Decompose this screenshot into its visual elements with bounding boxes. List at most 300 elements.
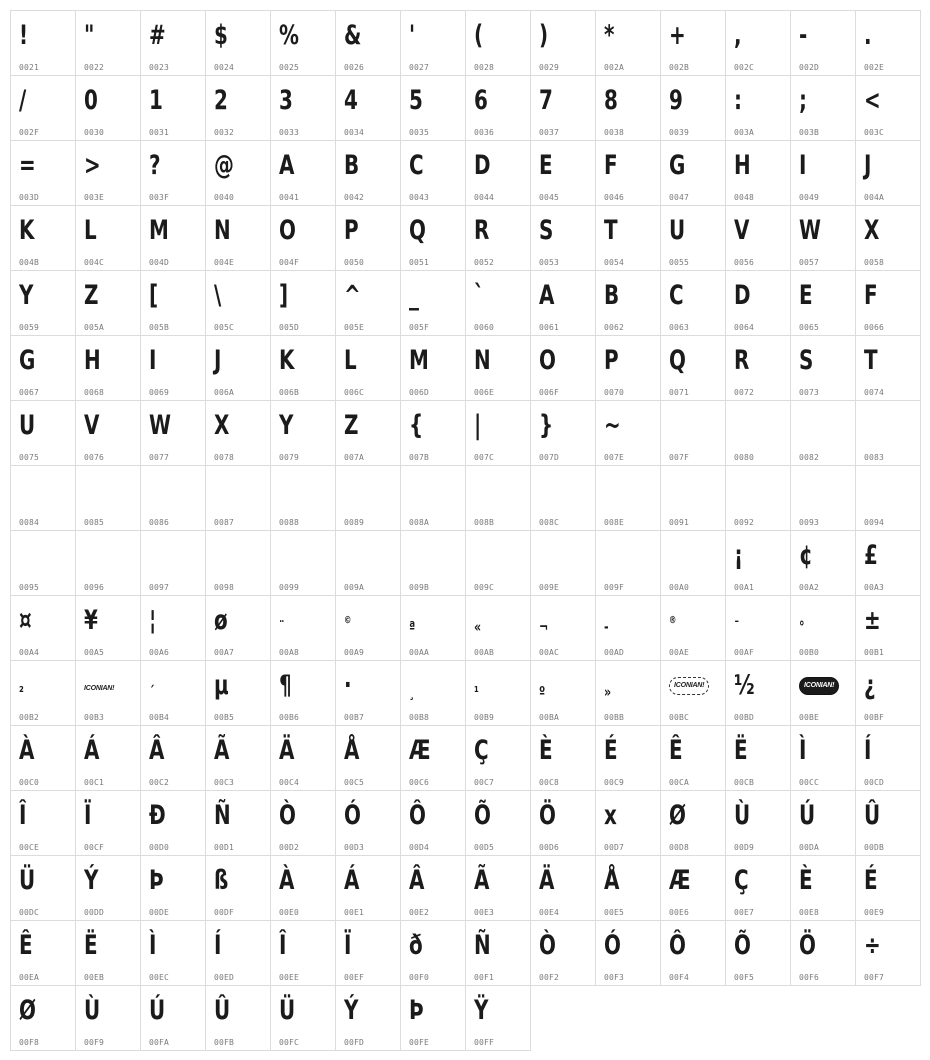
glyph-char: 2 [214, 85, 228, 116]
glyph-code: 00F0 [409, 973, 430, 982]
glyph-code: 00CD [864, 778, 885, 787]
glyph-cell [726, 401, 791, 466]
glyph-char: « [474, 618, 482, 636]
glyph-char: { [409, 410, 424, 441]
glyph-code: 004B [19, 258, 40, 267]
glyph-code: 00A6 [149, 648, 170, 657]
glyph-cell [466, 531, 531, 596]
glyph-code: 0030 [84, 128, 105, 137]
glyph-cell [531, 76, 596, 141]
glyph-cell [791, 206, 856, 271]
glyph-code: 0050 [344, 258, 365, 267]
glyph-code: 0048 [734, 193, 755, 202]
glyph-char: 4 [344, 85, 358, 116]
glyph-char: É [604, 735, 618, 766]
glyph-char: 8 [604, 85, 618, 116]
glyph-code: 00D4 [409, 843, 430, 852]
glyph-char: " [84, 20, 95, 51]
glyph-code: 00AB [474, 648, 495, 657]
glyph-cell [791, 921, 856, 986]
glyph-cell [336, 986, 401, 1051]
glyph-char: Ê [19, 930, 33, 961]
glyph-char: A [279, 150, 295, 181]
glyph-cell [856, 921, 921, 986]
glyph-char: Ý [84, 865, 99, 896]
glyph-cell [661, 141, 726, 206]
glyph-code: 00C6 [409, 778, 430, 787]
glyph-code: 00FD [344, 1038, 365, 1047]
glyph-cell [141, 401, 206, 466]
glyph-char: ` [474, 280, 484, 311]
glyph-char: E [799, 280, 813, 311]
glyph-cell [76, 11, 141, 76]
glyph-cell [76, 336, 141, 401]
glyph-cell [791, 271, 856, 336]
glyph-code: 00D6 [539, 843, 560, 852]
glyph-cell [856, 856, 921, 921]
glyph-code: 0088 [279, 518, 300, 527]
glyph-cell [791, 336, 856, 401]
glyph-cell [206, 141, 271, 206]
glyph-cell [791, 661, 856, 726]
glyph-cell [596, 271, 661, 336]
glyph-code: 00D5 [474, 843, 495, 852]
glyph-char: X [214, 410, 230, 441]
glyph-cell [401, 76, 466, 141]
glyph-char: | [474, 410, 482, 441]
glyph-cell [726, 336, 791, 401]
glyph-cell [726, 791, 791, 856]
glyph-cell [856, 141, 921, 206]
glyph-cell [206, 336, 271, 401]
glyph-char: ¥ [84, 605, 98, 636]
glyph-cell [11, 466, 76, 531]
glyph-code: 007E [604, 453, 625, 462]
glyph-code: 0097 [149, 583, 170, 592]
glyph-cell [11, 726, 76, 791]
glyph-cell [11, 596, 76, 661]
glyph-code: 00DC [19, 908, 40, 917]
glyph-cell [11, 76, 76, 141]
glyph-code: 0068 [84, 388, 105, 397]
glyph-cell [206, 726, 271, 791]
glyph-char: I [149, 345, 157, 376]
glyph-cell [141, 271, 206, 336]
glyph-code: 00C7 [474, 778, 495, 787]
glyph-char: Õ [474, 800, 491, 831]
glyph-code: 0089 [344, 518, 365, 527]
glyph-cell [726, 271, 791, 336]
glyph-char: Ï [84, 800, 92, 831]
glyph-char: Þ [149, 865, 164, 896]
glyph-char: 7 [539, 85, 553, 116]
glyph-cell [11, 401, 76, 466]
glyph-cell [726, 661, 791, 726]
glyph-char: Î [19, 800, 27, 831]
glyph-cell [76, 596, 141, 661]
glyph-cell [336, 661, 401, 726]
glyph-code: 00C4 [279, 778, 300, 787]
glyph-char: > [84, 150, 101, 181]
glyph-char: M [149, 215, 169, 246]
glyph-char: Ÿ [474, 995, 489, 1026]
glyph-cell [726, 11, 791, 76]
glyph-cell [531, 921, 596, 986]
glyph-cell [661, 206, 726, 271]
glyph-cell [531, 336, 596, 401]
glyph-char: 1 [149, 85, 163, 116]
glyph-cell [401, 11, 466, 76]
glyph-cell [791, 596, 856, 661]
glyph-char: ¿ [864, 670, 876, 701]
glyph-char: R [474, 215, 490, 246]
glyph-char: Á [344, 865, 360, 896]
glyph-char: À [19, 735, 35, 766]
glyph-code: 00AA [409, 648, 430, 657]
glyph-cell [141, 921, 206, 986]
glyph-code: 0084 [19, 518, 40, 527]
glyph-cell [141, 856, 206, 921]
glyph-char: < [864, 85, 881, 116]
glyph-char: Æ [669, 865, 691, 896]
glyph-cell [661, 271, 726, 336]
glyph-cell [206, 596, 271, 661]
glyph-char: È [539, 735, 553, 766]
glyph-char: - [604, 618, 609, 636]
glyph-char: ø [214, 605, 228, 636]
glyph-cell [661, 76, 726, 141]
glyph-code: 00A2 [799, 583, 820, 592]
glyph-code: 0024 [214, 63, 235, 72]
glyph-char: ; [799, 85, 807, 116]
glyph-cell [141, 986, 206, 1051]
glyph-char: : [734, 85, 742, 116]
glyph-code: 00EF [344, 973, 365, 982]
glyph-cell [401, 986, 466, 1051]
glyph-code: 004A [864, 193, 885, 202]
glyph-code: 002C [734, 63, 755, 72]
glyph-code: 0035 [409, 128, 430, 137]
glyph-cell [531, 856, 596, 921]
glyph-cell [661, 661, 726, 726]
glyph-char: Æ [409, 735, 431, 766]
glyph-code: 00C5 [344, 778, 365, 787]
glyph-cell [11, 271, 76, 336]
glyph-code: 00C2 [149, 778, 170, 787]
glyph-char: Ö [539, 800, 556, 831]
glyph-char: U [669, 215, 686, 246]
glyph-code: 00A3 [864, 583, 885, 592]
glyph-cell [401, 401, 466, 466]
glyph-char: Ó [344, 800, 361, 831]
glyph-code: 0096 [84, 583, 105, 592]
glyph-code: 0052 [474, 258, 495, 267]
glyph-cell [11, 206, 76, 271]
glyph-cell [466, 466, 531, 531]
glyph-char: \ [214, 280, 222, 311]
glyph-code: 00BD [734, 713, 755, 722]
glyph-code: 00ED [214, 973, 235, 982]
glyph-code: 0075 [19, 453, 40, 462]
glyph-char: ^ [344, 280, 361, 311]
glyph-char: Ç [474, 735, 489, 766]
glyph-cell [856, 531, 921, 596]
glyph-code: 005F [409, 323, 430, 332]
glyph-char: Ü [19, 865, 36, 896]
glyph-cell [726, 596, 791, 661]
glyph-char: C [669, 280, 684, 311]
glyph-cell [726, 141, 791, 206]
glyph-char: J [214, 345, 222, 376]
glyph-code: 0022 [84, 63, 105, 72]
glyph-char: K [279, 345, 295, 376]
glyph-char: ¢ [799, 540, 813, 571]
glyph-char: U [19, 410, 36, 441]
glyph-code: 0034 [344, 128, 365, 137]
iconian-badge: ICONIAN! [669, 677, 709, 695]
glyph-code: 003A [734, 128, 755, 137]
glyph-char: B [604, 280, 620, 311]
glyph-code: 00CE [19, 843, 40, 852]
glyph-cell [531, 791, 596, 856]
glyph-char: Â [149, 735, 165, 766]
glyph-code: 00B4 [149, 713, 170, 722]
glyph-char: ð [409, 930, 423, 961]
glyph-code: 00EA [19, 973, 40, 982]
glyph-code: 0053 [539, 258, 560, 267]
glyph-char: V [84, 410, 100, 441]
glyph-code: 007D [539, 453, 560, 462]
glyph-code: 007F [669, 453, 690, 462]
glyph-char: Å [604, 865, 620, 896]
glyph-cell [401, 466, 466, 531]
glyph-code: 00B7 [344, 713, 365, 722]
glyph-code: 00B5 [214, 713, 235, 722]
glyph-grid [10, 10, 921, 1051]
glyph-char: N [214, 215, 231, 246]
glyph-code: 0060 [474, 323, 495, 332]
glyph-cell [791, 726, 856, 791]
glyph-code: 00E2 [409, 908, 430, 917]
glyph-cell [791, 11, 856, 76]
glyph-cell [336, 921, 401, 986]
glyph-cell [141, 791, 206, 856]
glyph-char: Å [344, 735, 360, 766]
glyph-char: Đ [149, 800, 166, 831]
glyph-char: # [149, 20, 166, 51]
glyph-code: 0031 [149, 128, 170, 137]
glyph-char: G [19, 345, 36, 376]
glyph-cell [466, 11, 531, 76]
glyph-code: 0036 [474, 128, 495, 137]
glyph-cell [271, 856, 336, 921]
glyph-cell [271, 336, 336, 401]
glyph-char: ~ [604, 410, 621, 441]
glyph-char: Ø [19, 995, 36, 1026]
glyph-cell [336, 401, 401, 466]
glyph-cell [856, 336, 921, 401]
glyph-code: 009A [344, 583, 365, 592]
glyph-code: 00CB [734, 778, 755, 787]
glyph-cell [11, 921, 76, 986]
glyph-cell [11, 986, 76, 1051]
glyph-code: 0065 [799, 323, 820, 332]
glyph-code: 00E3 [474, 908, 495, 917]
glyph-code: 00F4 [669, 973, 690, 982]
glyph-char: É [864, 865, 878, 896]
glyph-char: Ø [669, 800, 686, 831]
glyph-cell [791, 531, 856, 596]
glyph-code: 00D2 [279, 843, 300, 852]
glyph-char: / [19, 85, 27, 116]
glyph-char: Û [214, 995, 231, 1026]
glyph-code: 00F6 [799, 973, 820, 982]
glyph-code: 0073 [799, 388, 820, 397]
glyph-code: 00E9 [864, 908, 885, 917]
glyph-cell [401, 921, 466, 986]
glyph-cell [76, 466, 141, 531]
glyph-cell [596, 726, 661, 791]
glyph-code: 0040 [214, 193, 235, 202]
glyph-cell [76, 856, 141, 921]
glyph-code: 0047 [669, 193, 690, 202]
glyph-cell [466, 661, 531, 726]
glyph-cell [11, 856, 76, 921]
glyph-cell [76, 921, 141, 986]
glyph-char: £ [864, 540, 878, 571]
glyph-char: © [344, 615, 352, 626]
glyph-cell [206, 401, 271, 466]
glyph-code: 0098 [214, 583, 235, 592]
glyph-code: 003E [84, 193, 105, 202]
glyph-code: 00B2 [19, 713, 40, 722]
glyph-code: 0032 [214, 128, 235, 137]
glyph-cell [76, 206, 141, 271]
glyph-char: È [799, 865, 813, 896]
glyph-char: Ä [279, 735, 295, 766]
glyph-cell [271, 596, 336, 661]
glyph-cell [336, 336, 401, 401]
glyph-code: 0086 [149, 518, 170, 527]
glyph-code: 0054 [604, 258, 625, 267]
glyph-char: F [604, 150, 618, 181]
glyph-code: 004C [84, 258, 105, 267]
glyph-cell [856, 466, 921, 531]
glyph-code: 0029 [539, 63, 560, 72]
glyph-char: Z [84, 280, 99, 311]
glyph-char: D [474, 150, 491, 181]
glyph-cell [206, 531, 271, 596]
glyph-cell [336, 791, 401, 856]
glyph-cell [141, 336, 206, 401]
glyph-cell [726, 726, 791, 791]
glyph-code: 002A [604, 63, 625, 72]
glyph-code: 00D9 [734, 843, 755, 852]
glyph-cell [856, 791, 921, 856]
glyph-char: ) [539, 20, 549, 51]
glyph-cell [76, 986, 141, 1051]
glyph-code: 0023 [149, 63, 170, 72]
glyph-cell [401, 726, 466, 791]
glyph-cell [791, 466, 856, 531]
glyph-code: 0028 [474, 63, 495, 72]
glyph-code: 00CC [799, 778, 820, 787]
glyph-cell [141, 76, 206, 141]
glyph-char: } [539, 410, 554, 441]
glyph-char: » [604, 683, 612, 701]
glyph-cell [531, 271, 596, 336]
glyph-code: 00AC [539, 648, 560, 657]
glyph-char: ÷ [864, 930, 881, 961]
glyph-cell [531, 401, 596, 466]
glyph-char: ´ [149, 683, 155, 701]
glyph-char: & [344, 20, 362, 51]
glyph-cell [466, 791, 531, 856]
glyph-char: + [669, 20, 686, 51]
glyph-code: 006A [214, 388, 235, 397]
glyph-char: 5 [409, 85, 423, 116]
glyph-code: 0082 [799, 453, 820, 462]
glyph-code: 00E0 [279, 908, 300, 917]
glyph-cell [596, 76, 661, 141]
glyph-cell [596, 856, 661, 921]
glyph-char: J [864, 150, 872, 181]
glyph-code: 00BF [864, 713, 885, 722]
glyph-char: Ñ [214, 800, 231, 831]
glyph-char: À [279, 865, 295, 896]
glyph-code: 00F5 [734, 973, 755, 982]
glyph-cell [206, 856, 271, 921]
glyph-code: 00E7 [734, 908, 755, 917]
glyph-code: 0037 [539, 128, 560, 137]
glyph-char: K [19, 215, 35, 246]
glyph-cell [466, 141, 531, 206]
glyph-code: 004E [214, 258, 235, 267]
glyph-char: H [734, 150, 751, 181]
glyph-code: 00A9 [344, 648, 365, 657]
glyph-cell [141, 726, 206, 791]
glyph-cell [596, 466, 661, 531]
glyph-cell [336, 596, 401, 661]
glyph-code: 0026 [344, 63, 365, 72]
glyph-char: @ [214, 150, 234, 181]
glyph-cell [141, 531, 206, 596]
glyph-char: ¡ [734, 540, 744, 571]
glyph-char: Ü [279, 995, 296, 1026]
glyph-cell [466, 271, 531, 336]
glyph-cell [141, 206, 206, 271]
glyph-cell [401, 791, 466, 856]
glyph-cell [401, 596, 466, 661]
glyph-code: 003D [19, 193, 40, 202]
glyph-code: 0064 [734, 323, 755, 332]
glyph-char: W [799, 215, 821, 246]
glyph-code: 0044 [474, 193, 495, 202]
glyph-code: 0078 [214, 453, 235, 462]
glyph-cell [206, 661, 271, 726]
glyph-cell [466, 856, 531, 921]
glyph-cell [661, 856, 726, 921]
glyph-cell [466, 986, 531, 1051]
glyph-code: 007C [474, 453, 495, 462]
glyph-code: 003F [149, 193, 170, 202]
glyph-code: 00C0 [19, 778, 40, 787]
glyph-code: 0057 [799, 258, 820, 267]
glyph-char: Â [409, 865, 425, 896]
glyph-cell [11, 531, 76, 596]
glyph-code: 00D8 [669, 843, 690, 852]
glyph-cell [336, 11, 401, 76]
